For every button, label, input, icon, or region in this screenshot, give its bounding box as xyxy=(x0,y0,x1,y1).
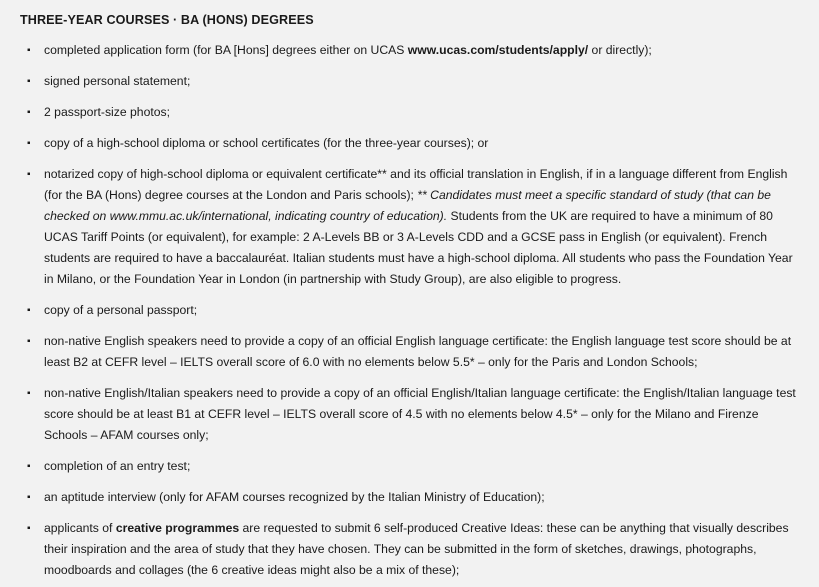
square-bullet-icon: ▪ xyxy=(27,169,31,180)
square-bullet-icon: ▪ xyxy=(27,492,31,503)
section-heading: THREE-YEAR COURSES · BA (HONS) DEGREES xyxy=(20,13,314,27)
square-bullet-icon: ▪ xyxy=(27,107,31,118)
list-item: ▪ 2 passport-size photos; xyxy=(20,102,799,123)
creative-programmes-emphasis: creative programmes xyxy=(115,521,240,535)
square-bullet-icon: ▪ xyxy=(27,523,31,534)
square-bullet-icon: ▪ xyxy=(27,336,31,347)
list-item: ▪ non-native English speakers need to provide a copy of an official English language certificate: the English language test score should be at least B2 at CEFR level – IELTS overall score of 6.0 with no elements below 5.5* – only for the Paris and London Schools; xyxy=(20,331,799,373)
list-item: ▪ completed application form (for BA [Hons] degrees either on UCAS www.ucas.com/students/apply/ or directly); xyxy=(20,40,799,61)
list-item: ▪ applicants of creative programmes are requested to submit 6 self-produced Creative Ideas: these can be anything that visually describes their inspiration and the area of study that they have chosen. They can be submitted in the form of sketches, drawings, photographs, moodboards and collages (the 6 creative ideas might also be a mix of these); xyxy=(20,518,799,581)
list-item: ▪ non-native English/Italian speakers need to provide a copy of an official English/Italian language certificate: the English/Italian language test score should be at least B1 at CEFR level – IELTS overall score of 4.5 with no elements below 4.5* – only for the Milano and Firenze Schools – AFAM courses only; xyxy=(20,383,799,446)
list-item: ▪ notarized copy of high-school diploma or equivalent certificate** and its official translation in English, if in a language different from English (for the BA (Hons) degree courses at the London and Paris schools); ** Candidates must meet a specific standard of study (that can be checked on www.mmu.ac.uk/international, indicating country of education). Students from the UK are required to have a minimum of 80 UCAS Tariff Points (or equivalent), for example: 2 A-Levels BB or 3 A-Levels CDD and a GCSE pass in English (or equivalent). French students are required to have a baccalauréat. Italian students must have a high-school diploma. All students who pass the Foundation Year in Milano, or the Foundation Year in London (in partnership with Study Group), are also eligible to progress. xyxy=(20,164,799,290)
square-bullet-icon: ▪ xyxy=(27,45,31,56)
square-bullet-icon: ▪ xyxy=(27,76,31,87)
square-bullet-icon: ▪ xyxy=(27,388,31,399)
list-item: ▪ completion of an entry test; xyxy=(20,456,799,477)
requirements-list xyxy=(20,40,799,581)
square-bullet-icon: ▪ xyxy=(27,138,31,149)
list-item: ▪ copy of a high-school diploma or school certificates (for the three-year courses); or xyxy=(20,133,799,154)
list-item: ▪ signed personal statement; xyxy=(20,71,799,92)
list-item: ▪ an aptitude interview (only for AFAM courses recognized by the Italian Ministry of Education); xyxy=(20,487,799,508)
square-bullet-icon: ▪ xyxy=(27,305,31,316)
ucas-link[interactable]: www.ucas.com/students/apply/ xyxy=(407,43,589,57)
list-item: ▪ copy of a personal passport; xyxy=(20,300,799,321)
square-bullet-icon: ▪ xyxy=(27,461,31,472)
candidate-standard-note: ** Candidates must meet a specific standard of study (that can be checked on www.mmu.ac.uk/international, indicating country of education). xyxy=(44,188,771,223)
